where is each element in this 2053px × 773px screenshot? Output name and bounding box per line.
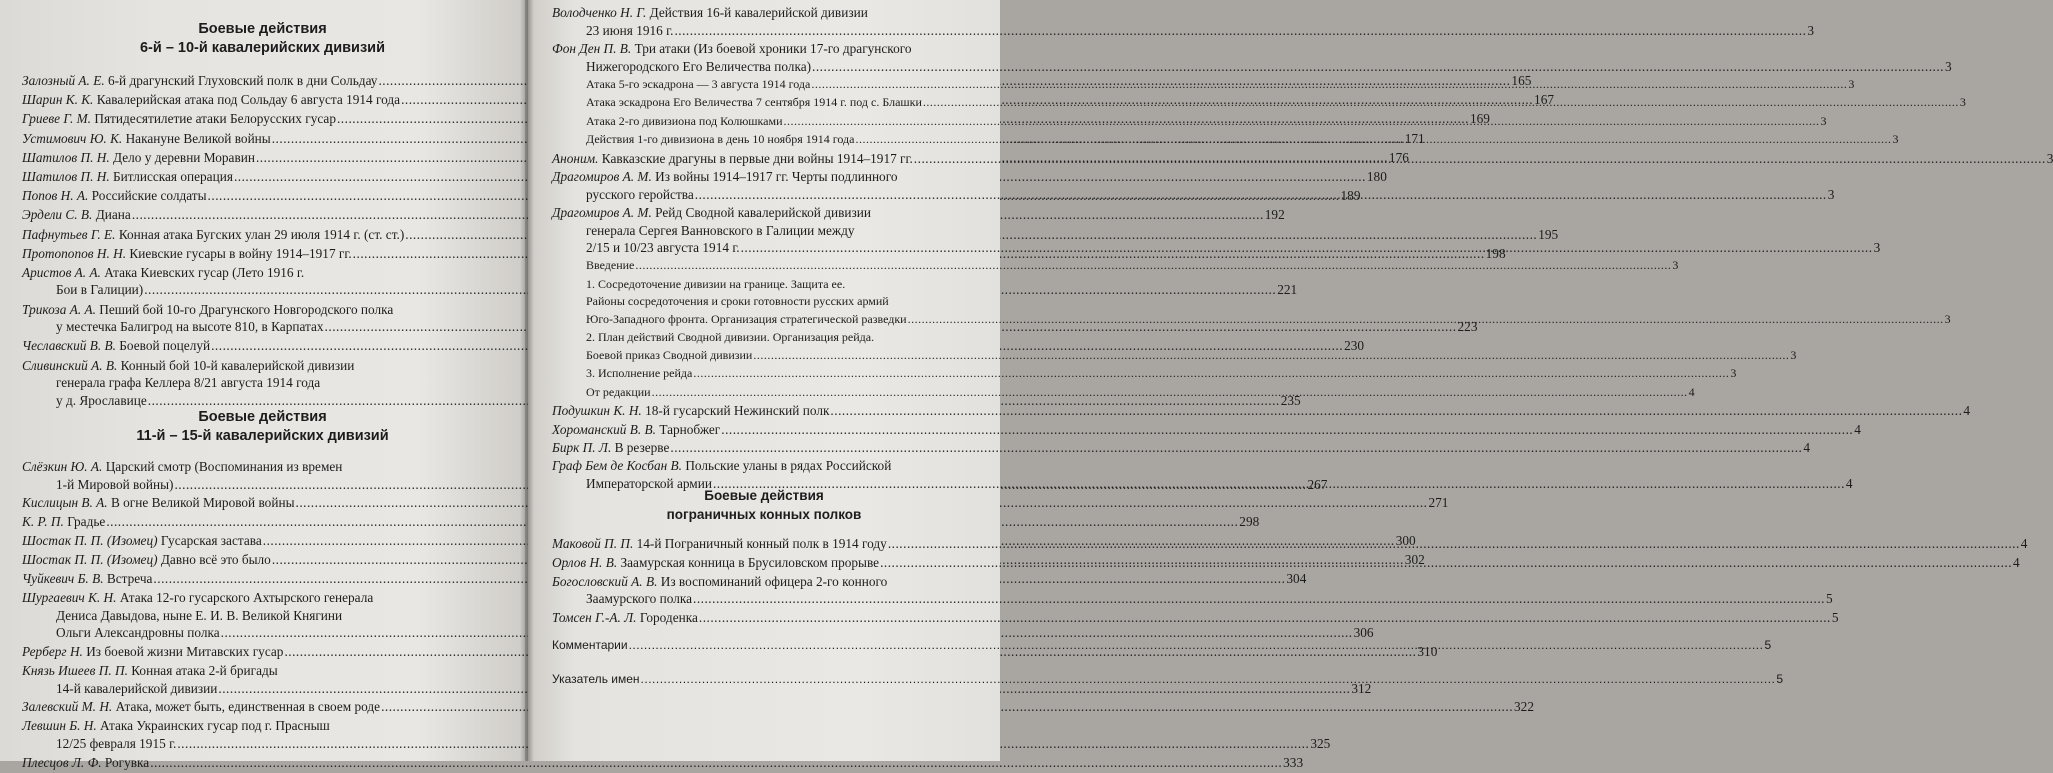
toc-page-number: 3: [1945, 58, 1952, 74]
toc-title: Из боевой жизни Митавских гусар: [86, 644, 284, 660]
toc-author: Плесцов Л. Ф.: [22, 754, 102, 770]
toc-author: Драгомиров А. М.: [552, 168, 652, 184]
toc-entry-line: [22, 662, 476, 680]
toc-author: Князь Ишеев П. П.: [22, 662, 128, 678]
section-heading-line-2: 11-й – 15-й кавалерийских дивизий: [136, 428, 389, 444]
toc-title: В резерве: [614, 440, 670, 455]
toc-entry-line: [552, 421, 1861, 439]
toc-page-number: 312: [1351, 680, 1372, 696]
toc-entry-continuation: [552, 347, 1797, 365]
toc-entry-line: [22, 264, 496, 282]
toc-title: Российские солдаты: [91, 188, 207, 204]
toc-entry-line: [552, 329, 1000, 347]
toc-author: Шостак П. П. (Изомец): [22, 533, 158, 549]
toc-author: Трикоза А. А.: [22, 301, 96, 317]
toc-entry: [552, 609, 1839, 627]
toc-page-number: 306: [1353, 625, 1374, 641]
toc-entry-continuation: [552, 58, 1952, 76]
toc-entry-line: [552, 4, 1000, 22]
toc-title-cont: Нижегородского Его Величества полка): [586, 58, 812, 74]
toc-leader-dots: [693, 590, 1825, 608]
toc-entry-line: [552, 168, 1000, 186]
section-heading-6-10: [0, 20, 525, 58]
toc-leader-dots: [721, 421, 1853, 439]
toc-title: 14-й Пограничный конный полк в 1914 году: [636, 536, 887, 551]
toc-title: Кавалерийская атака под Сольдау 6 августа 1914 года: [96, 92, 401, 108]
toc-page-number: 176: [1388, 149, 1409, 165]
toc-author: Бирк П. Л.: [552, 440, 612, 455]
toc-entry-line: [552, 609, 1839, 627]
toc-page-number: 3: [1873, 240, 1881, 256]
toc-leader-dots: [741, 239, 1873, 257]
toc-page-number: 230: [1344, 338, 1365, 354]
toc-entry-line: [552, 457, 1000, 475]
toc-page-number: 167: [1534, 92, 1554, 108]
toc-title-cont: Дениса Давыдова, ныне Е. И. В. Великой Княгини: [56, 607, 343, 623]
toc-entry-line: [22, 754, 1304, 772]
toc-author: Томсен Г.-А. Л.: [552, 609, 637, 625]
toc-leader-dots: [635, 257, 1671, 275]
toc-title: Из войны 1914–1917 гг. Черты подлинного: [655, 168, 898, 184]
toc-page-number: 223: [1457, 319, 1478, 335]
toc-entry-line: [22, 301, 496, 319]
toc-title-cont: генерала Сергея Ванновского в Галиции между: [586, 222, 855, 238]
toc-title: Битлисская операция: [112, 168, 233, 184]
toc-entry-line: [22, 717, 476, 735]
section-heading-11-15: [0, 408, 525, 446]
toc-page-number: 4: [1845, 475, 1853, 491]
toc-author: Попов Н. А.: [22, 188, 89, 204]
section-heading-line-1: Боевые действия: [198, 409, 327, 425]
toc-entry-line: [552, 402, 1971, 420]
toc-title-cont: у д. Ярославице: [56, 392, 147, 408]
toc-title: 1. Сосредоточение дивизии на границе. Защита ее.: [586, 276, 846, 291]
toc-title: Кавказские драгуны в первые дни войны 1914–1917 гг.: [601, 150, 913, 166]
toc-title-cont: 12/25 февраля 1915 г.: [56, 735, 177, 751]
toc-leader-dots: [812, 58, 1944, 76]
toc-entry: [22, 754, 1304, 772]
toc-page-number: 195: [1538, 226, 1559, 242]
toc-page-number: 189: [1340, 188, 1361, 204]
toc-entry: [22, 698, 1534, 716]
toc-title: Заамурская конница в Брусиловском прорыве: [620, 554, 880, 570]
toc-entry: [552, 40, 1952, 75]
toc-entry: [552, 257, 1679, 275]
toc-author: Орлов Н. В.: [552, 554, 618, 570]
toc-author: Шостак П. П. (Изомец): [22, 552, 158, 568]
toc-page-number: 271: [1428, 495, 1449, 511]
toc-page-number: 267: [1307, 476, 1328, 492]
toc-author: Залозный А. Е.: [22, 73, 105, 88]
toc-entry: [552, 365, 1737, 383]
toc-entry-line: [22, 357, 496, 375]
toc-page-number: 221: [1277, 282, 1298, 298]
toc-title: Городенка: [639, 609, 698, 625]
toc-page-number: 300: [1395, 533, 1416, 549]
toc-page-number: 5: [1831, 609, 1839, 625]
toc-page-number: 298: [1239, 514, 1260, 530]
toc-entry-continuation: [552, 222, 1000, 240]
toc-author: Шатилов П. Н.: [22, 168, 110, 184]
toc-entry-continuation: [22, 607, 476, 625]
toc-entry-continuation: [22, 680, 1372, 698]
toc-page-number: 192: [1264, 207, 1285, 223]
toc-entry-line: [552, 257, 1679, 275]
toc-page-number: 180: [1366, 168, 1387, 184]
toc-page-number: 3: [1730, 366, 1737, 381]
toc-title: Конная атака Бугских улан 29 июля 1914 г. (ст. ст.): [118, 226, 405, 242]
toc-entry-continuation: [22, 392, 1301, 410]
toc-title-cont: 23 июня 1916 г.: [586, 22, 674, 38]
toc-title: Киевские гусары в войну 1914–1917 гг.: [129, 245, 352, 261]
toc-entry-continuation: [552, 293, 1000, 311]
toc-page-number: 235: [1280, 392, 1301, 408]
toc-entry-line: [22, 458, 476, 476]
toc-leader-dots: [652, 384, 1688, 402]
toc-leader-dots: [888, 535, 2020, 553]
toc-page-number: 3: [1820, 113, 1827, 128]
toc-leader-dots: [880, 554, 2012, 572]
toc-title: Гусарская застава: [160, 533, 262, 549]
toc-title: Атака 5-го эскадрона — 3 августа 1914 года: [586, 76, 811, 91]
toc-page-number: 4: [1854, 421, 1861, 437]
toc-author: Залевский М. Н.: [22, 699, 113, 715]
toc-author: Драгомиров А. М.: [552, 204, 652, 220]
book-gutter: [520, 0, 534, 761]
toc-entry-continuation: [22, 624, 1374, 642]
toc-title: Атака Киевских гусар (Лето 1916 г.: [104, 264, 305, 280]
toc-page-number: 4: [1688, 384, 1695, 399]
toc-entry-line: [552, 204, 1000, 222]
toc-leader-dots: [811, 76, 1847, 94]
toc-title: Царский смотр (Воспоминания из времен: [105, 459, 343, 474]
toc-title: Атака 2-го дивизиона под Колюшками: [586, 113, 783, 128]
toc-page-number: 302: [1404, 552, 1425, 568]
toc-entry-continuation: [22, 374, 496, 392]
toc-title: Из воспоминаний офицера 2-го конного: [660, 573, 888, 589]
toc-page-number: 171: [1404, 130, 1425, 146]
toc-leader-dots: [629, 637, 1764, 655]
toc-page-number: 4: [1803, 440, 1811, 455]
toc-title-cont: 2/15 и 10/23 августа 1914 г.: [586, 240, 740, 256]
toc-author: Чуйкевич Б. В.: [22, 571, 104, 587]
toc-author: Рерберг Н.: [22, 644, 83, 660]
toc-leader-dots: [695, 186, 1827, 204]
toc-title: Действия 1-го дивизиона в день 10 ноября 1914 года: [586, 132, 855, 147]
toc-page-number: 165: [1511, 73, 1532, 88]
toc-entry: [552, 402, 1971, 420]
toc-author: Эрдели С. В.: [22, 207, 93, 223]
toc-entry-line: [22, 589, 476, 607]
toc-author: Фон Ден П. В.: [552, 40, 632, 56]
toc-title: От редакции: [586, 384, 651, 399]
toc-title-cont: генерала графа Келлера 8/21 августа 1914 года: [56, 375, 321, 391]
toc-page-number: 3: [1848, 76, 1855, 91]
toc-title: Накануне Великой войны: [125, 130, 271, 146]
toc-title: В огне Великой Мировой войны: [110, 495, 295, 511]
toc-author: Шургаевич К. Н.: [22, 589, 117, 605]
toc-title: Атака эскадрона Его Величества 7 сентября 1914 г. под с. Блашки: [586, 95, 922, 110]
toc-page-number: 3: [1892, 132, 1899, 147]
section-heading-line-2: пограничных конных полков: [666, 507, 862, 522]
toc-title: Боевой поцелуй: [119, 338, 211, 354]
toc-title-cont: Ольги Александровны полка: [56, 625, 220, 641]
toc-title-cont: Районы сосредоточения и сроки готовности русских армий: [586, 294, 889, 309]
toc-author: Подушкин К. Н.: [552, 403, 642, 419]
toc-page-number: 169: [1469, 111, 1490, 127]
toc-title: Действия 16-й кавалерийской дивизии: [649, 5, 868, 20]
toc-page-number: 198: [1485, 245, 1506, 261]
toc-leader-dots: [923, 94, 1959, 112]
toc-title: Рогувка: [104, 754, 150, 770]
toc-entry-line: [552, 439, 1811, 457]
toc-title: Дело у деревни Моравин: [112, 149, 255, 165]
toc-page-number: 4: [2013, 554, 2020, 570]
toc-title-cont: русского геройства: [586, 186, 694, 202]
toc-title-cont: 14-й кавалерийской дивизии: [56, 680, 218, 696]
toc-author: Гриеве Г. М.: [22, 111, 92, 127]
toc-leader-dots: [753, 347, 1789, 365]
toc-author: Маковой П. П.: [552, 536, 634, 551]
toc-title: Конная атака 2-й бригады: [131, 662, 278, 678]
toc-entry: [552, 421, 1861, 439]
toc-title: Давно всё это было: [160, 552, 271, 568]
toc-page-number: 3: [1672, 258, 1679, 273]
toc-entry: [22, 717, 1331, 752]
section-heading-line-2: 6-й – 10-й кавалерийских дивизий: [139, 40, 385, 56]
toc-entry-line: [22, 698, 1534, 716]
toc-author: Аристов А. А.: [22, 264, 101, 280]
toc-leader-dots: [641, 671, 1776, 689]
toc-title: 18-й гусарский Нежинский полк: [645, 403, 830, 419]
toc-author: Чеславский В. В.: [22, 338, 116, 354]
toc-author: Володченко Н. Г.: [552, 5, 647, 20]
section-heading-line-1: Боевые действия: [198, 21, 327, 37]
toc-leader-dots: [693, 365, 1729, 383]
toc-title: Тарнобжег: [659, 421, 721, 437]
toc-title-cont: Бои в Галиции): [56, 282, 144, 298]
section-heading-border: [528, 486, 1000, 524]
toc-page-number: 3: [1790, 348, 1797, 363]
toc-author: Богословский А. В.: [552, 573, 658, 589]
toc-leader-dots: [674, 22, 1806, 40]
toc-title-cont: Заамурского полка: [586, 591, 692, 607]
toc-author: Граф Бем де Косбан В.: [552, 458, 682, 474]
toc-page-number: 4: [1963, 403, 1971, 419]
toc-title: Пятидесятилетие атаки Белорусских гусар: [94, 111, 336, 127]
toc-title: Атака 12-го гусарского Ахтырского генерала: [119, 589, 374, 605]
toc-title: Комментарии: [552, 638, 628, 652]
toc-author: Левшин Б. Н.: [22, 718, 97, 734]
toc-title: Указатель имен: [552, 671, 640, 686]
toc-title: Градье: [67, 514, 106, 530]
toc-author: Устимович Ю. К.: [22, 130, 123, 146]
toc-entry-continuation: [552, 22, 1815, 40]
toc-entry-line: [552, 40, 1000, 58]
toc-page-number: 325: [1310, 735, 1331, 751]
toc-author: Хороманский В. В.: [552, 421, 656, 437]
toc-leader-dots: [855, 131, 1891, 149]
toc-leader-dots: [670, 439, 1802, 457]
toc-title-cont: у местечка Балигрод на высоте 810, в Карпатах: [56, 319, 324, 335]
toc-title: Встреча: [106, 571, 153, 587]
toc-page-number: 333: [1283, 754, 1304, 770]
toc-author: Пафнутьев Г. Е.: [22, 226, 116, 242]
toc-page-number: 322: [1514, 699, 1534, 715]
toc-author: Кислицын В. А.: [22, 495, 108, 511]
toc-leader-dots: [830, 402, 1962, 420]
toc-page-number: 310: [1417, 644, 1438, 660]
toc-leader-dots: [699, 609, 1831, 627]
toc-title: Рейд Сводной кавалерийской дивизии: [655, 204, 871, 220]
toc-title: Диана: [95, 207, 131, 223]
toc-title-cont: Боевой приказ Сводной дивизии: [586, 348, 753, 363]
toc-author: Слёзкин Ю. А.: [22, 459, 103, 474]
section-heading-line-1: Боевые действия: [704, 488, 824, 503]
toc-title: Атака Украинских гусар под г. Прасныш: [100, 718, 330, 734]
toc-entry-continuation: [22, 735, 1331, 753]
toc-author: Шатилов П. Н.: [22, 149, 110, 165]
toc-title: Польские уланы в рядах Российской: [685, 458, 892, 474]
toc-title: Пеший бой 10-го Драгунского Новгородского полка: [99, 301, 394, 317]
toc-leader-dots: [908, 311, 1944, 329]
toc-title-cont: Юго-Западного фронта. Организация стратегической разведки: [586, 312, 907, 327]
toc-leader-dots: [784, 113, 1820, 131]
toc-title-cont: Императорской армии: [586, 475, 712, 491]
toc-entry-line: [552, 573, 1000, 591]
toc-author: Шарин К. К.: [22, 92, 94, 108]
toc-page-number: 5: [1825, 591, 1833, 607]
toc-author: Аноним.: [552, 150, 599, 166]
toc-page-number: 3: [1807, 22, 1815, 38]
toc-title: Конный бой 10-й кавалерийской дивизии: [120, 357, 355, 373]
toc-page-number: 304: [1286, 571, 1307, 587]
toc-entry: [552, 439, 1811, 457]
toc-title: 6-й драгунский Глуховский полк в дни Сольдау: [107, 73, 378, 88]
toc-entry-line: [552, 365, 1737, 383]
toc-page-number: 3: [1944, 312, 1951, 327]
toc-entry-line: [552, 276, 1000, 294]
toc-leader-dots: [914, 150, 2046, 168]
toc-title-cont: 1-й Мировой войны): [56, 476, 174, 492]
toc-entry: [552, 4, 1815, 39]
toc-page-number: 3: [1959, 95, 1966, 110]
toc-page-number: 5: [1776, 671, 1784, 686]
toc-author: К. Р. П.: [22, 514, 64, 530]
toc-title: Атака, может быть, единственная в своем роде: [115, 699, 381, 715]
toc-author: Протопопов Н. Н.: [22, 245, 127, 261]
toc-title: 3. Исполнение рейда: [586, 366, 693, 381]
toc-title: Введение: [586, 258, 635, 273]
toc-page-number: 4: [2020, 536, 2028, 551]
toc-page-number: 5: [1764, 638, 1772, 652]
toc-page-number: 3: [1827, 186, 1835, 202]
toc-entry-continuation: [552, 590, 1833, 608]
toc-author: Сливинский А. В.: [22, 357, 118, 373]
toc-title: 2. План действий Сводной дивизии. Организация рейда.: [586, 330, 875, 345]
toc-page-number: 3: [2046, 150, 2053, 166]
toc-title: Три атаки (Из боевой хроники 17-го драгунского: [634, 40, 912, 56]
